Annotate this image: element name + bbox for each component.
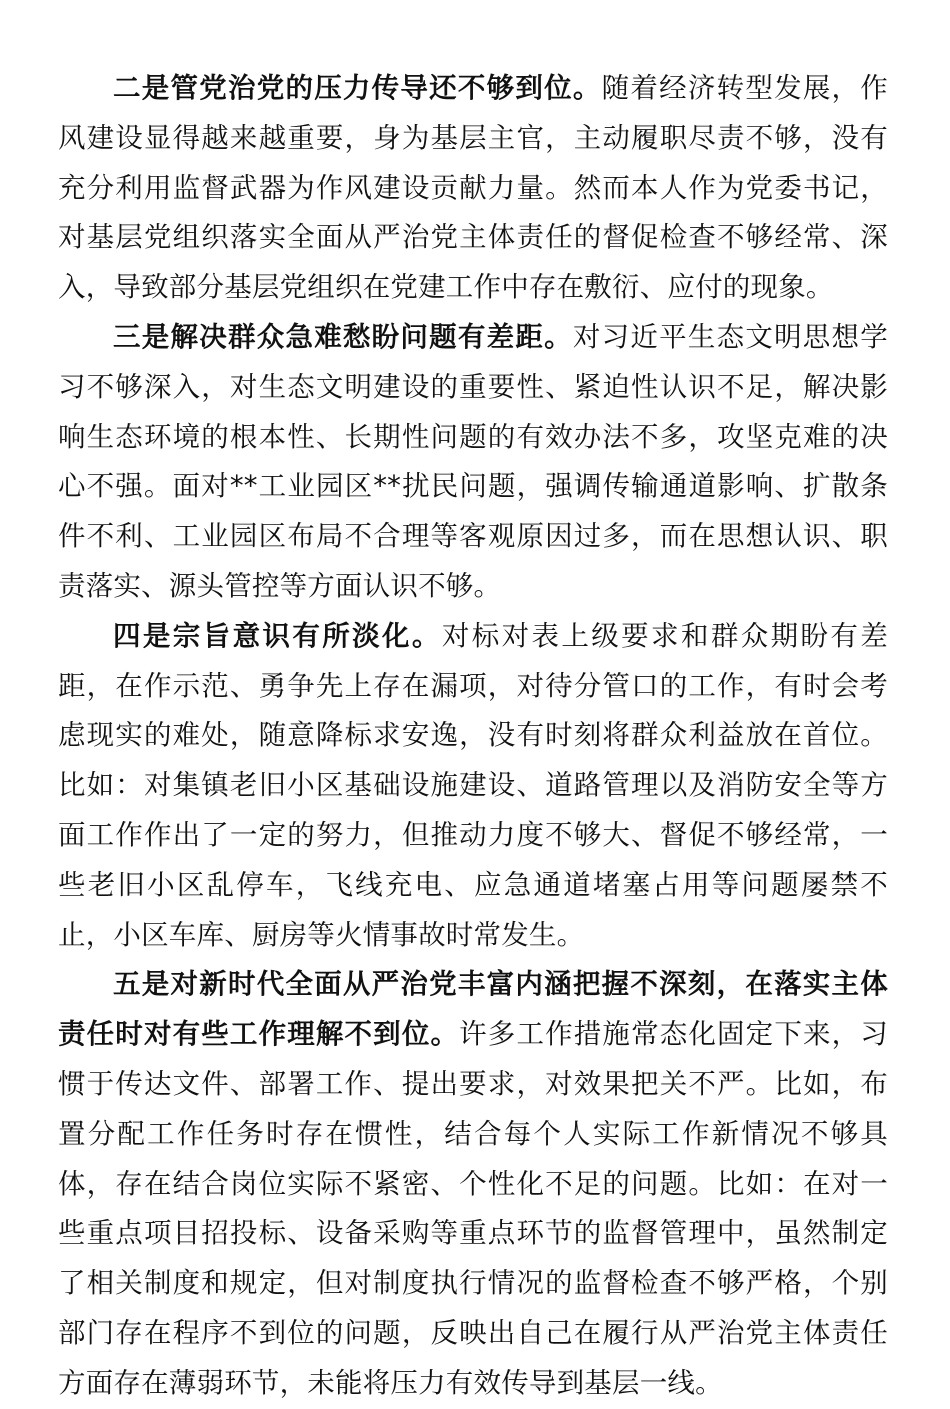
paragraph-body: 对标对表上级要求和群众期盼有差距，在作示范、勇争先上存在漏项，对待分管口的工作，有时会考虑现实的难处，随意降标求安逸，没有时刻将群众利益放在首位。比如：对集镇老旧小区基础设施建设、道路管理以及消防安全等方面工作作出了一定的努力，但推动力度不够大、督促不够经常，一些老旧小区乱停车，飞线充电、应急通道堵塞占用等问题屡禁不止，小区车库、厨房等火情事故时常发生。 xyxy=(58,619,888,951)
paragraph-5 xyxy=(58,960,888,1408)
paragraph-4 xyxy=(58,612,888,961)
paragraph-body: 许多工作措施常态化固定下来，习惯于传达文件、部署工作、提出要求，对效果把关不严。比如，布置分配工作任务时存在惯性，结合每个人实际工作新情况不够具体，存在结合岗位实际不紧密、个性化不足的问题。比如：在对一些重点项目招投标、设备采购等重点环节的监督管理中，虽然制定了相关制度和规定，但对制度执行情况的监督检查不够严格，个别部门存在程序不到位的问题，反映出自己在履行从严治党主体责任方面存在薄弱环节，未能将压力有效传导到基层一线。 xyxy=(58,1018,888,1399)
paragraph-lead: 三是解决群众急难愁盼问题有差距。 xyxy=(113,320,573,353)
paragraph-body: 对习近平生态文明思想学习不够深入，对生态文明建设的重要性、紧迫性认识不足，解决影响生态环境的根本性、长期性问题的有效办法不多，攻坚克难的决心不强。面对**工业园区**扰民问题，强调传输通道影响、扩散条件不利、工业园区布局不合理等客观原因过多，而在思想认识、职责落实、源头管控等方面认识不够。 xyxy=(58,320,888,602)
paragraph-body: 随着经济转型发展，作风建设显得越来越重要，身为基层主官，主动履职尽责不够，没有充分利用监督武器为作风建设贡献力量。然而本人作为党委书记，对基层党组织落实全面从严治党主体责任的督促检查不够经常、深入，导致部分基层党组织在党建工作中存在敷衍、应付的现象。 xyxy=(58,72,889,304)
paragraph-lead: 二是管党治党的压力传导还不够到位。 xyxy=(113,72,602,104)
paragraph-2 xyxy=(58,64,888,313)
paragraph-lead: 五是对新时代全面从严治党丰富内涵把握不深刻，在落实主体责任时对有些工作理解不到位。 xyxy=(58,968,888,1051)
paragraph-lead: 四是宗旨意识有所淡化。 xyxy=(113,619,442,652)
document-page xyxy=(58,64,888,1409)
paragraph-3 xyxy=(58,313,888,612)
